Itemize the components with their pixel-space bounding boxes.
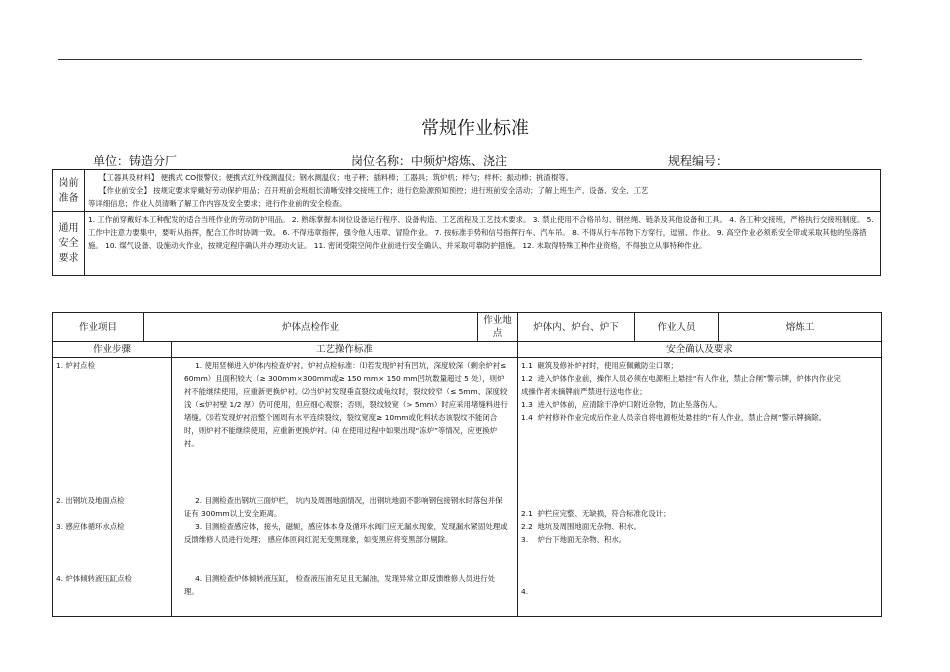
col-steps-header: 作业步骤 xyxy=(53,342,172,358)
general-safety-label: 通用安全要求 xyxy=(53,212,85,276)
rule-number-label: 规程编号： xyxy=(668,154,729,168)
job-project-value: 炉体点检作业 xyxy=(144,313,478,342)
safety-item: 4. xyxy=(521,587,529,596)
job-project-label: 作业项目 xyxy=(53,313,144,342)
safety-cell xyxy=(518,358,882,617)
steps-cell xyxy=(53,358,172,617)
unit-label: 单位：铸造分厂 xyxy=(93,154,178,168)
process-item: 3. 目测检查感应体，接头，磁轭，感应体本身及循环水阀门应无漏水现象，发现漏水紧固处理或反馈维修人员进行处理； 感应体匝间红泥无变黑现象，如变黑应将变黑部分剔除。 xyxy=(184,522,508,544)
preparation-table xyxy=(52,169,881,276)
prep-content xyxy=(85,170,881,212)
safety-item: 1.1 砸筑及修补炉衬时，使用应佩戴防尘口罩； 1.2 进入炉体作业前，操作人员必须在电源柜上悬挂“有人作业，禁止合闸”警示牌，炉体内作业完成操作者未摘牌前严禁进行送电作业； 1.3 进入炉体前，应清除干净炉口附近杂物，防止坠落伤人。 1.4 炉衬修补作业完成后作业人员亲自将电源柜处悬挂的“有人作业，禁止合闸”警示牌摘除。 xyxy=(521,361,841,422)
job-location-label: 作业地点 xyxy=(478,313,518,342)
step-item: 2. 出钢坑及地面点检 xyxy=(56,496,125,505)
process-cell xyxy=(172,358,518,617)
position-label: 岗位名称：中频炉熔炼、浇注 xyxy=(351,154,508,168)
step-item: 3. 感应体循环水点检 xyxy=(56,522,125,531)
prep-label: 岗前准备 xyxy=(53,170,85,212)
step-item: 4. 炉体倾转液压缸点检 xyxy=(56,574,132,583)
col-safety-header: 安全确认及要求 xyxy=(518,342,882,358)
process-item: 1. 使用竖梯进入炉体内检查炉衬。炉衬点检标准：⑴若发现炉衬有凹坑，深度较深（剩余炉衬≤ 60mm）且面积较大（≥ 300mm×300mm或≥ 150 mm× 150 mm凹坑数量超过 5 处），则炉衬不能继续使用，应重新更换炉衬。⑵当炉衬发现垂直裂纹或龟纹时，裂纹较窄（≤ 5mm、深度较浅（≤炉衬壁 1/2 厚）仍可使用，但应细心观察；否则，裂纹较宽（> 5mm）时应采用堵缝料进行堵缝。⑶若发现炉衬沿整个圆周有水平连续裂纹，裂纹宽度≥ 10mm或化料状态该裂纹不能闭合时，则炉衬不能继续使用，应重新更换炉衬。⑷ 在使用过程中如果出现“冻炉”等情况，应更换炉衬。 xyxy=(184,361,508,448)
tools-line: 【工器具及材料】 便携式 CO报警仪；便携式红外线测温仪；钢水测温仪；电子秤；插料棒；工器具；筑炉机；样勺；样杯；振动棒；挑渣棍等。 xyxy=(99,173,573,182)
job-location-value: 炉体内、炉台、炉下 xyxy=(518,313,635,342)
safety-item: 2.1 护栏应完整、无缺损，符合标准化设计； xyxy=(521,509,671,518)
process-item: 4. 目测检查炉体倾转液压缸， 检查液压油充足且无漏油，发现异常立即反馈维修人员进行处理。 xyxy=(184,574,496,596)
step-item: 1. 炉衬点检 xyxy=(56,361,95,370)
job-standard-table xyxy=(52,312,882,617)
safety-item: 2.2 地坑及周围地面无杂物、积水。 3. 炉台下地面无杂物、积水。 xyxy=(521,522,641,544)
process-item: 2. 目测检查出钢坑三面炉栏， 坑内及周围地面情况，出钢坑地面不影响钢包接钢水时落包并保证有 300mm以上安全距离。 xyxy=(184,496,503,518)
general-safety-text: 1. 工作前穿戴好本工种配发的适合当班作业的劳动防护用品。 2. 熟练掌握本岗位设备运行程序、设备构造、工艺流程及工艺技术要求。 3. 禁止使用不合格吊勾、钢丝绳、链条及其他设备和工具。 4. 各工种交接班，严格执行交接班制度。 5. 工作中注意力要集中，要听从指挥，配合工作时协调一致。 6. 不得违章指挥，强令他人违章、冒险作业。 7. 按标准手势和信号指挥行车、汽车吊。 8. 不得从行车吊物下方穿行，逗留、作业。 9. 高空作业必须系安全带或采取其他的坠落措施。 10. 煤气设备、设施动火作业，按规定程序确认并办理动火证。 11. 密闭受限空间作业前进行安全确认、并采取可靠防护措施。 12. 未取得特殊工种作业资格，不得独立从事特种作业。 xyxy=(85,212,881,276)
top-rule xyxy=(58,59,862,60)
pre-work-safety-line: 【作业前安全】 按规定要求穿戴好劳动保护用品；召开班前会班组长清晰安排交接班工作；进行危险源预知预控；进行班前安全活动；了解上班生产、设备、安全、工艺 xyxy=(99,186,649,195)
job-staff-label: 作业人员 xyxy=(635,313,719,342)
pre-work-safety-line-cont: 等详细信息；作业人员清晰了解工作内容及安全要求；进行作业前的安全检查。 xyxy=(88,199,347,208)
col-process-header: 工艺操作标准 xyxy=(172,342,518,358)
page-title: 常规作业标准 xyxy=(421,118,529,139)
job-staff-value: 熔炼工 xyxy=(719,313,882,342)
